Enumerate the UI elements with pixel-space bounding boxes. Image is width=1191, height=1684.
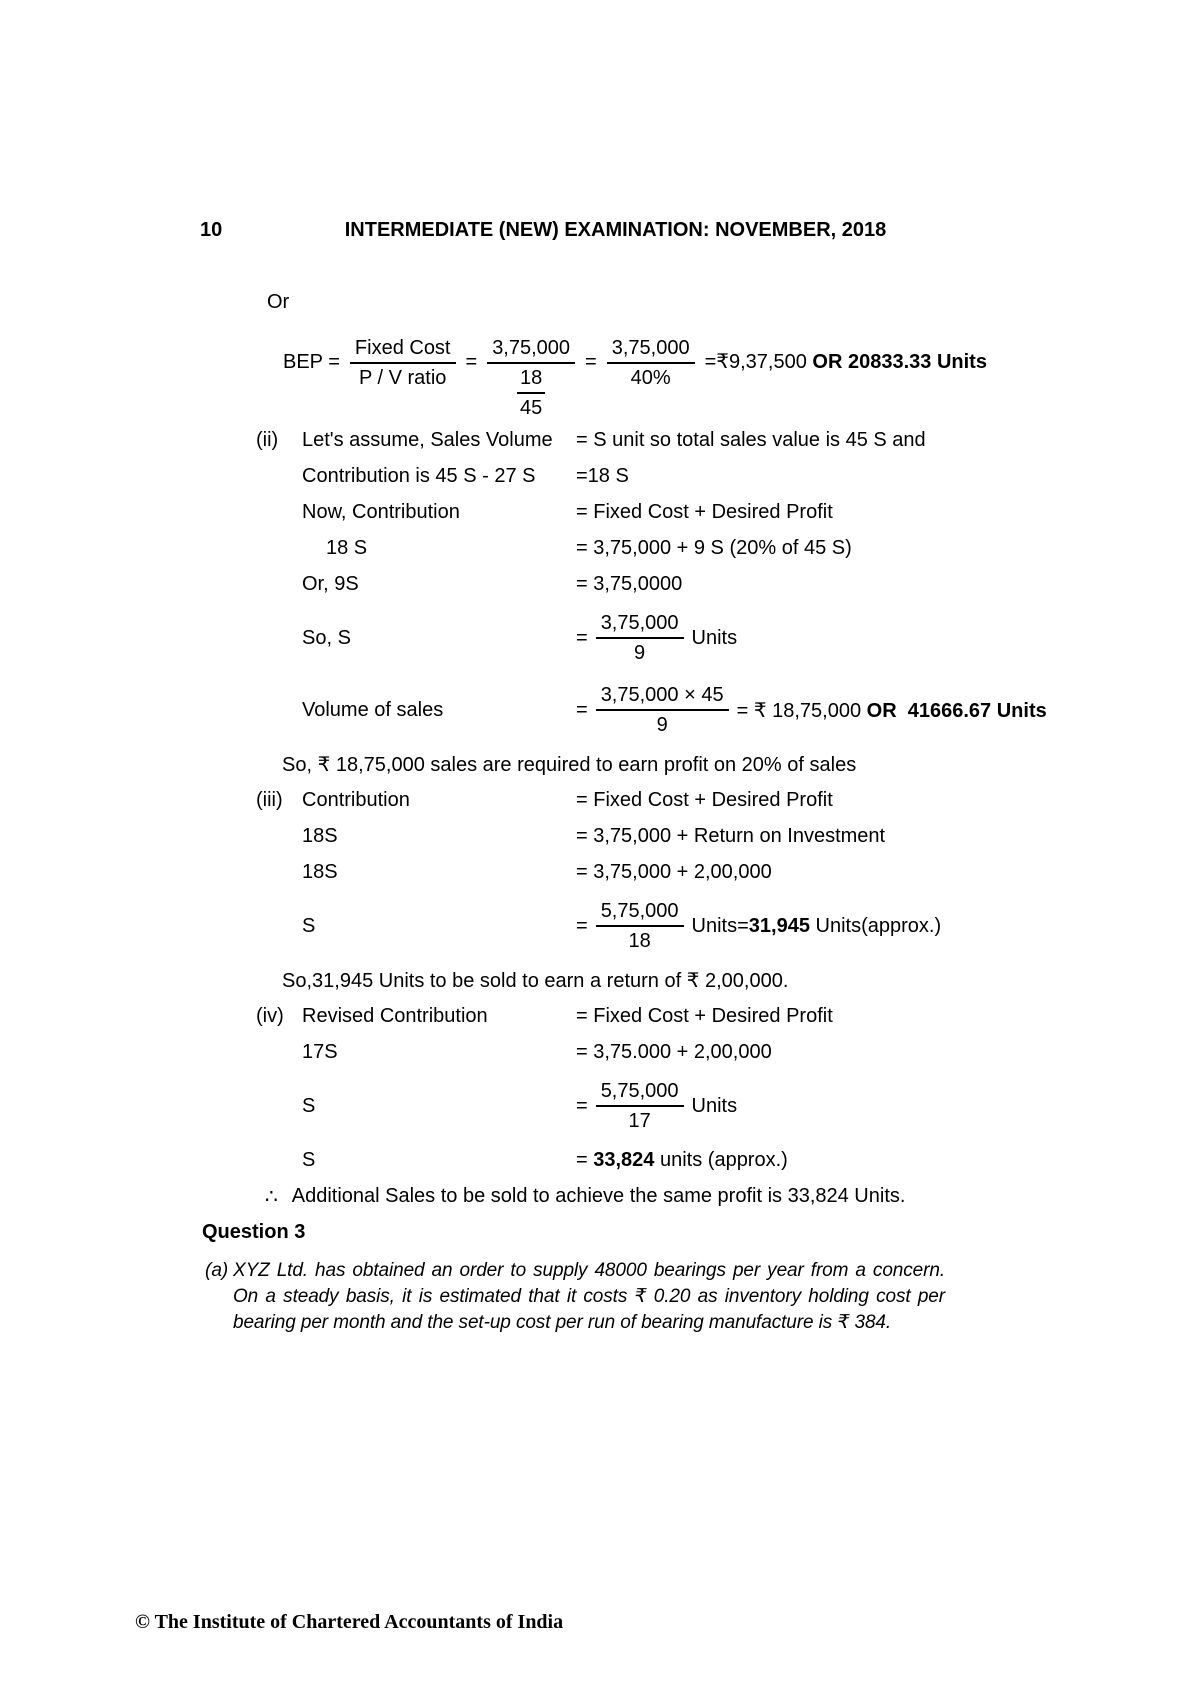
equals-sign: = xyxy=(576,1094,588,1117)
fraction: $\frac{5,75,000}{18}$ xyxy=(596,897,684,955)
row-label: Contribution xyxy=(302,788,410,811)
row-result-bold: OR 41666.67 Units xyxy=(866,699,1047,722)
row-value: = Fixed Cost + Desired Profit xyxy=(576,788,833,811)
row-value xyxy=(576,897,1191,955)
question-part-text: XYZ Ltd. has obtained an order to supply 48000 bearings per year from a concern. On a steady basis, it is estimated that it costs ₹ 0.20 as inventory holding cost per bearing per month and the set-up cost per run of bearing manufacture is ₹ 384. xyxy=(233,1260,945,1333)
calc-row xyxy=(200,1142,1191,1178)
calc-row xyxy=(200,854,1191,890)
calculation-rows xyxy=(200,422,1191,1214)
equals-sign: = xyxy=(576,698,588,721)
row-label: S xyxy=(302,1148,316,1171)
note-text: ∴ Additional Sales to be sold to achieve the same profit is 33,824 Units. xyxy=(265,1184,906,1208)
calc-row xyxy=(200,458,1191,494)
row-value xyxy=(576,681,1191,739)
therefore-symbol: ∴ xyxy=(265,1185,278,1208)
or-label: Or xyxy=(267,291,290,313)
row-result-bold: 31,945 xyxy=(748,914,810,937)
equals-sign: = xyxy=(465,351,478,373)
row-value: = Fixed Cost + Desired Profit xyxy=(576,1004,833,1027)
copyright-notice: © The Institute of Chartered Accountants of India xyxy=(135,1611,564,1633)
document-header xyxy=(200,218,1031,242)
bep-result: =₹9,37,500 OR 20833.33 Units xyxy=(704,351,987,373)
units-suffix: Units xyxy=(691,1094,738,1117)
row-label: Contribution is 45 S - 27 S xyxy=(302,464,536,487)
calc-row xyxy=(200,1034,1191,1070)
fraction-fixed-cost: $\frac{\text{Fixed Cost}}{\text{P / V ratio}}$ xyxy=(350,334,456,392)
calc-row xyxy=(200,566,1191,602)
bep-result-bold: OR 20833.33 Units xyxy=(812,351,987,373)
row-value xyxy=(576,609,1191,667)
row-label: 18 S xyxy=(326,536,368,559)
units-suffix: Units xyxy=(691,626,738,649)
calc-row-fraction xyxy=(200,602,1191,674)
calc-row-fraction xyxy=(200,1070,1191,1142)
fraction: $\frac{3,75,000}{9}$ xyxy=(596,609,684,667)
row-value: = S unit so total sales value is 45 S and xyxy=(576,428,926,451)
note-text: So,31,945 Units to be sold to earn a return of ₹ 2,00,000. xyxy=(282,969,789,992)
calc-row xyxy=(200,782,1191,818)
fraction-nested: $\frac{3,75,000}{\frac{18}{45}}$ xyxy=(487,334,575,422)
row-label: Let's assume, Sales Volume xyxy=(302,428,553,451)
question-part xyxy=(205,1258,1191,1336)
equals-sign: = xyxy=(576,914,588,937)
fraction: $\frac{5,75,000}{17}$ xyxy=(596,1077,684,1135)
list-marker: (ii) xyxy=(256,428,279,451)
list-marker: (iii) xyxy=(256,788,283,811)
row-value: = 3,75,0000 xyxy=(576,572,683,595)
calc-row-fraction xyxy=(200,890,1191,962)
page-number: 10 xyxy=(200,219,223,241)
question-part-marker: (a) xyxy=(205,1260,229,1281)
calc-row xyxy=(200,494,1191,530)
row-label: Volume of sales xyxy=(302,698,444,721)
row-label: S xyxy=(302,914,316,937)
row-value: = Fixed Cost + Desired Profit xyxy=(576,500,833,523)
row-value: = 3,75,000 + 2,00,000 xyxy=(576,860,772,883)
row-value: = 3,75,000 + Return on Investment xyxy=(576,824,886,847)
calc-row-fraction xyxy=(200,674,1191,746)
row-label: Now, Contribution xyxy=(302,500,460,523)
row-result-bold: 33,824 xyxy=(593,1148,655,1171)
row-value: = 33,824 units (approx.) xyxy=(576,1148,788,1171)
calc-row xyxy=(200,998,1191,1034)
bep-equation xyxy=(283,334,1191,422)
note-text: So, ₹ 18,75,000 sales are required to earn profit on 20% of sales xyxy=(282,753,857,776)
row-label: 18S xyxy=(302,824,338,847)
row-result: = ₹ 18,75,000 OR 41666.67 Units xyxy=(736,699,1047,722)
row-value: = 3,75.000 + 2,00,000 xyxy=(576,1040,772,1063)
row-value: = 3,75,000 + 9 S (20% of 45 S) xyxy=(576,536,852,559)
calc-row xyxy=(200,818,1191,854)
calc-row xyxy=(200,422,1191,458)
list-marker: (iv) xyxy=(256,1004,284,1027)
question-heading: Question 3 xyxy=(202,1221,306,1243)
row-label: 18S xyxy=(302,860,338,883)
equals-sign: = xyxy=(585,351,597,373)
row-label: Revised Contribution xyxy=(302,1004,488,1027)
row-result: Units=31,945 Units(approx.) xyxy=(691,914,942,937)
row-value: =18 S xyxy=(576,464,629,487)
row-value xyxy=(576,1077,1191,1135)
equals-sign: = xyxy=(576,626,588,649)
row-label: So, S xyxy=(302,626,351,649)
document-body xyxy=(200,288,1191,1336)
fraction-percent: $\frac{3,75,000}{40\%}$ xyxy=(607,334,695,392)
row-label: S xyxy=(302,1094,316,1117)
bep-lhs: BEP = xyxy=(283,351,340,373)
row-label: 17S xyxy=(302,1040,338,1063)
document-title: INTERMEDIATE (NEW) EXAMINATION: NOVEMBER, 2018 xyxy=(344,219,887,241)
row-label: Or, 9S xyxy=(302,572,359,595)
calc-row xyxy=(200,530,1191,566)
fraction-sub: $\frac{18}{45}$ xyxy=(517,364,545,422)
fraction: $\frac{3,75,000 \times 45}{9}$ xyxy=(596,681,729,739)
